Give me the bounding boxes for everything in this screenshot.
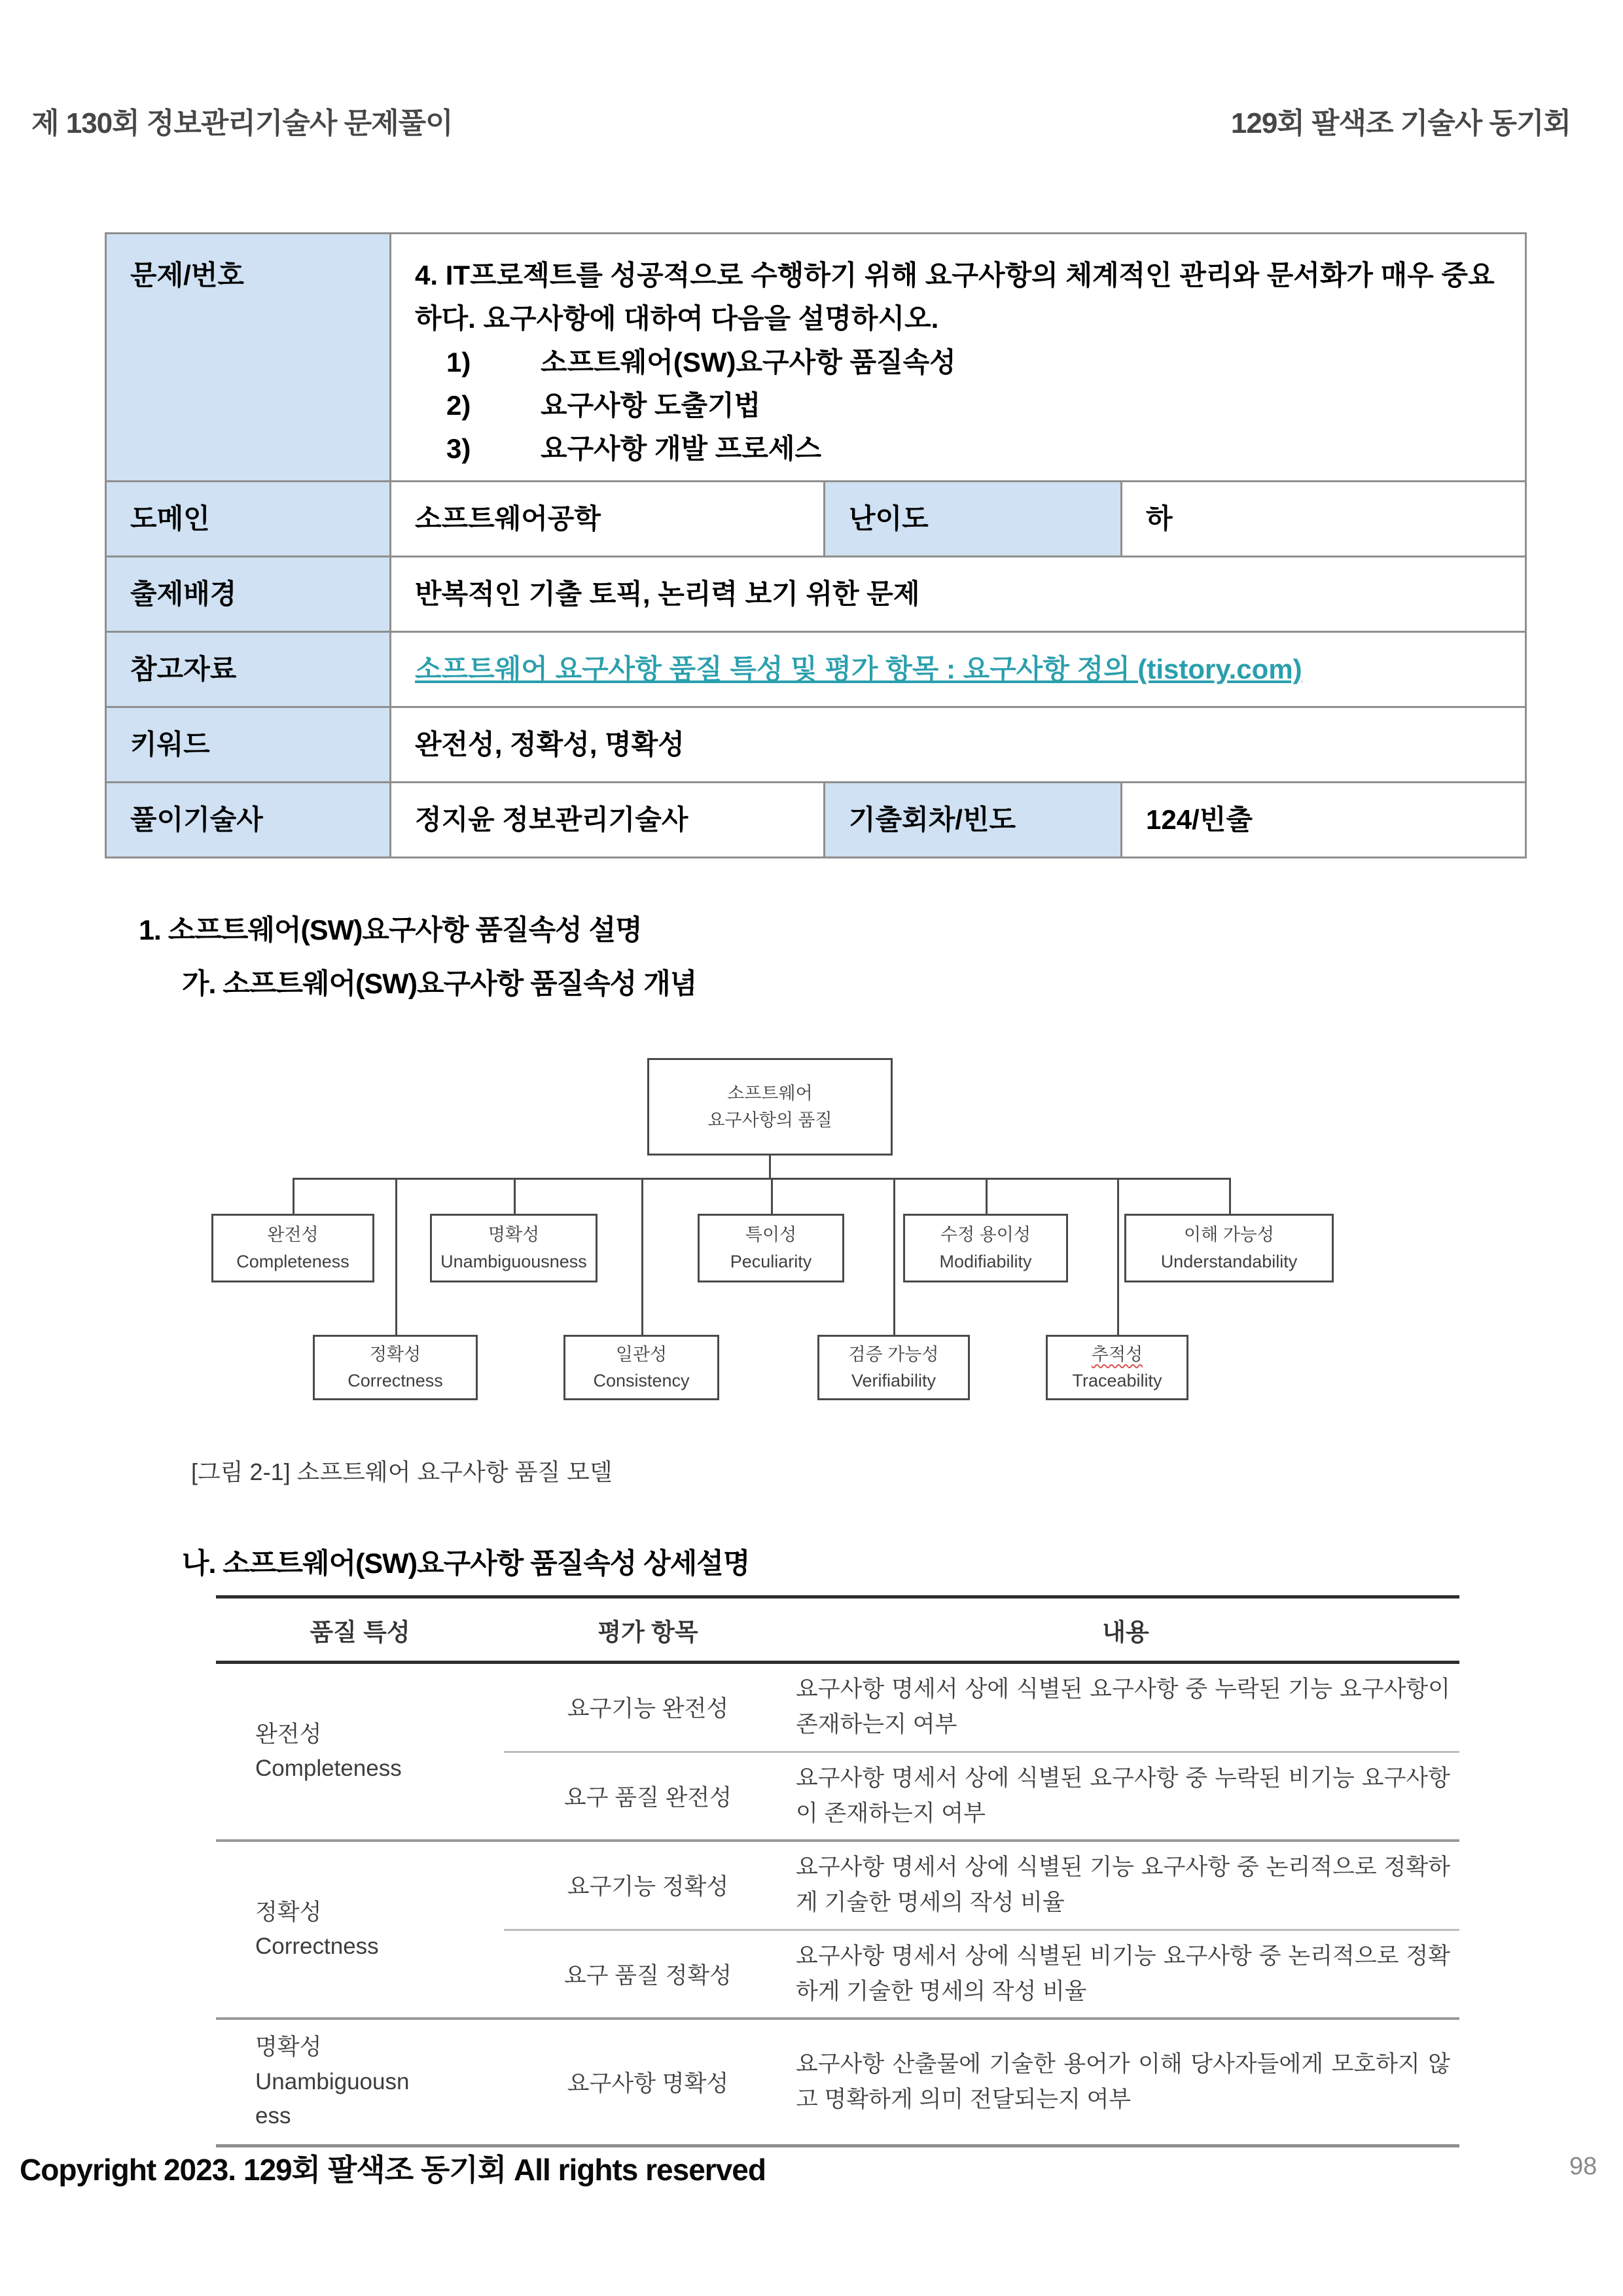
description-cell	[792, 1842, 1459, 1929]
group-rows	[504, 1842, 1459, 2017]
diagram-connector-line	[1229, 1178, 1231, 1214]
description-cell	[792, 1753, 1459, 1840]
col-header-attribute: 품질 특성	[310, 1618, 410, 1646]
diagram-box-correctness	[313, 1335, 478, 1400]
box-label-en: Unambiguousness	[440, 1251, 587, 1271]
col-header-description: 내용	[1102, 1618, 1149, 1646]
table-row	[504, 1751, 1459, 1840]
section-heading-1a: 가. 소프트웨어(SW)요구사항 품질속성 개념	[182, 968, 697, 1000]
problem-item-text: 요구사항 개발 프로세스	[541, 433, 822, 465]
solver-value: 정지윤 정보관리기술사	[391, 782, 825, 857]
diagram-connector-line	[293, 1178, 1230, 1180]
evaluation-item: 요구사항 명확성	[567, 2070, 729, 2096]
table-row	[504, 2020, 1459, 2144]
quality-detail-table	[216, 1595, 1459, 2147]
table-row	[106, 481, 1526, 556]
attribute-ko: 완전성	[255, 1721, 322, 1747]
attribute-en: Completeness	[255, 1756, 402, 1781]
detail-group-unambiguousness	[216, 2020, 1459, 2147]
problem-label: 문제/번호	[106, 234, 391, 482]
attribute-cell	[216, 2020, 504, 2144]
problem-item-num: 3)	[446, 433, 471, 465]
difficulty-label: 난이도	[825, 481, 1122, 556]
evaluation-item: 요구기능 정확성	[567, 1874, 729, 1900]
description-text: 요구사항 산출물에 기술한 용어가 이해 당사자들에게 모호하지 않고 명확하게 의미 전달되는지 여부	[796, 2051, 1450, 2112]
box-label-en: Traceability	[1072, 1371, 1162, 1390]
table-row	[106, 707, 1526, 782]
table-row	[106, 234, 1526, 482]
reference-cell	[391, 631, 1526, 707]
description-text: 요구사항 명세서 상에 식별된 비기능 요구사항 중 논리적으로 정확하게 기술한 명세의 작성 비율	[796, 1943, 1450, 2004]
diagram-connector-line	[293, 1178, 294, 1214]
page-header-left: 제 130회 정보관리기술사 문제풀이	[31, 107, 453, 139]
difficulty-value: 하	[1122, 481, 1526, 556]
box-label-ko: 수정 용이성	[940, 1225, 1031, 1245]
box-label-en: Completeness	[236, 1251, 349, 1271]
keywords-label: 키워드	[106, 707, 391, 782]
problem-item	[415, 341, 1501, 384]
background-value: 반복적인 기출 토픽, 논리력 보기 위한 문제	[391, 556, 1526, 631]
description-cell	[792, 2020, 1459, 2144]
diagram-connector-line	[514, 1178, 516, 1214]
diagram-box-consistency	[563, 1335, 719, 1400]
box-label-ko: 정확성	[369, 1344, 421, 1364]
diagram-connector-line	[986, 1178, 988, 1214]
domain-value: 소프트웨어공학	[391, 481, 825, 556]
description-cell	[792, 1931, 1459, 2018]
detail-table-header	[216, 1598, 1459, 1664]
diagram-connector-line	[395, 1178, 397, 1335]
solver-label: 풀이기술사	[106, 782, 391, 857]
diagram-box-verifiability	[817, 1335, 970, 1400]
diagram-connector-line	[771, 1178, 773, 1214]
description-text: 요구사항 명세서 상에 식별된 요구사항 중 누락된 비기능 요구사항이 존재하는지 여부	[796, 1765, 1450, 1826]
table-row	[504, 1929, 1459, 2018]
table-row	[504, 1664, 1459, 1751]
diagram-box-understandability	[1124, 1214, 1334, 1282]
diagram-box-traceability	[1046, 1335, 1188, 1400]
diagram-box-peculiarity	[698, 1214, 844, 1282]
evaluation-item: 요구기능 완전성	[567, 1696, 729, 1722]
box-label-ko: 추적성	[1091, 1344, 1143, 1364]
domain-label: 도메인	[106, 481, 391, 556]
description-text: 요구사항 명세서 상에 식별된 요구사항 중 누락된 기능 요구사항이 존재하는지 여부	[796, 1676, 1450, 1738]
col-header-item: 평가 항목	[597, 1618, 698, 1646]
copyright-text: Copyright 2023. 129회 팔색조 동기회 All rights reserved	[20, 2153, 766, 2187]
detail-group-completeness	[216, 1664, 1459, 1842]
evaluation-item: 요구 품질 정확성	[563, 1962, 732, 1988]
attribute-cell	[216, 1664, 504, 1839]
box-label-ko: 일관성	[615, 1344, 668, 1364]
diagram-box-completeness	[211, 1214, 374, 1282]
diagram-box-modifiability	[903, 1214, 1068, 1282]
keywords-value: 완전성, 정확성, 명확성	[391, 707, 1526, 782]
problem-item	[415, 427, 1501, 470]
problem-cell	[391, 234, 1526, 482]
diagram-root-line2: 요구사항의 품질	[707, 1110, 832, 1130]
section-heading-1b: 나. 소프트웨어(SW)요구사항 품질속성 상세설명	[182, 1548, 750, 1580]
diagram-root-box	[647, 1058, 893, 1156]
box-label-ko: 완전성	[267, 1225, 319, 1245]
group-rows	[504, 2020, 1459, 2144]
diagram-root-line1: 소프트웨어	[727, 1084, 813, 1103]
diagram-connector-line	[1117, 1178, 1119, 1335]
detail-group-correctness	[216, 1842, 1459, 2020]
problem-item-num: 2)	[446, 390, 471, 421]
problem-item	[415, 384, 1501, 427]
attribute-en: Correctness	[255, 1934, 379, 1959]
round-frequency-label: 기출회차/빈도	[825, 782, 1122, 857]
diagram-connector-line	[641, 1178, 643, 1335]
problem-item-text: 소프트웨어(SW)요구사항 품질속성	[541, 346, 956, 378]
page-header-right: 129회 팔색조 기술사 동기회	[1230, 107, 1571, 139]
diagram-box-unambiguousness	[430, 1214, 597, 1282]
problem-item-num: 1)	[446, 346, 471, 378]
box-label-ko: 특이성	[745, 1225, 797, 1245]
box-label-en: Consistency	[593, 1371, 690, 1390]
box-label-ko: 이해 가능성	[1184, 1225, 1274, 1245]
page-number: 98	[1569, 2153, 1597, 2180]
round-frequency-value: 124/빈출	[1122, 782, 1526, 857]
background-label: 출제배경	[106, 556, 391, 631]
attribute-ko: 정확성	[255, 1899, 322, 1925]
attribute-cell	[216, 1842, 504, 2017]
box-label-en: Verifiability	[851, 1371, 936, 1390]
attribute-en: Unambiguousness	[255, 2068, 410, 2128]
box-label-en: Modifiability	[939, 1251, 1032, 1271]
box-label-ko: 명확성	[488, 1225, 540, 1245]
reference-label: 참고자료	[106, 631, 391, 707]
diagram-connector-line	[893, 1178, 895, 1335]
section-heading-1: 1. 소프트웨어(SW)요구사항 품질속성 설명	[139, 915, 642, 946]
question-info-table	[105, 232, 1527, 858]
group-rows	[504, 1664, 1459, 1839]
table-row	[106, 556, 1526, 631]
description-text: 요구사항 명세서 상에 식별된 기능 요구사항 중 논리적으로 정확하게 기술한 명세의 작성 비율	[796, 1854, 1450, 1916]
table-row	[106, 631, 1526, 707]
box-label-en: Understandability	[1160, 1251, 1298, 1271]
figure-caption: [그림 2-1] 소프트웨어 요구사항 품질 모델	[191, 1458, 613, 1485]
problem-item-text: 요구사항 도출기법	[541, 390, 761, 421]
table-row	[504, 1842, 1459, 1929]
box-label-en: Correctness	[348, 1371, 443, 1390]
evaluation-item: 요구 품질 완전성	[563, 1784, 732, 1810]
reference-link[interactable]: 소프트웨어 요구사항 품질 특성 및 평가 항목 : 요구사항 정의 (tistory.com)	[415, 653, 1302, 684]
box-label-en: Peculiarity	[730, 1251, 812, 1271]
box-label-ko: 검증 가능성	[848, 1344, 939, 1364]
attribute-ko: 명확성	[255, 2034, 322, 2060]
diagram-connector-line	[769, 1156, 771, 1178]
table-row	[106, 782, 1526, 857]
problem-statement: 4. IT프로젝트를 성공적으로 수행하기 위해 요구사항의 체계적인 관리와 문서화가 매우 중요하다. 요구사항에 대하여 다음을 설명하시오.	[415, 260, 1495, 334]
description-cell	[792, 1664, 1459, 1751]
